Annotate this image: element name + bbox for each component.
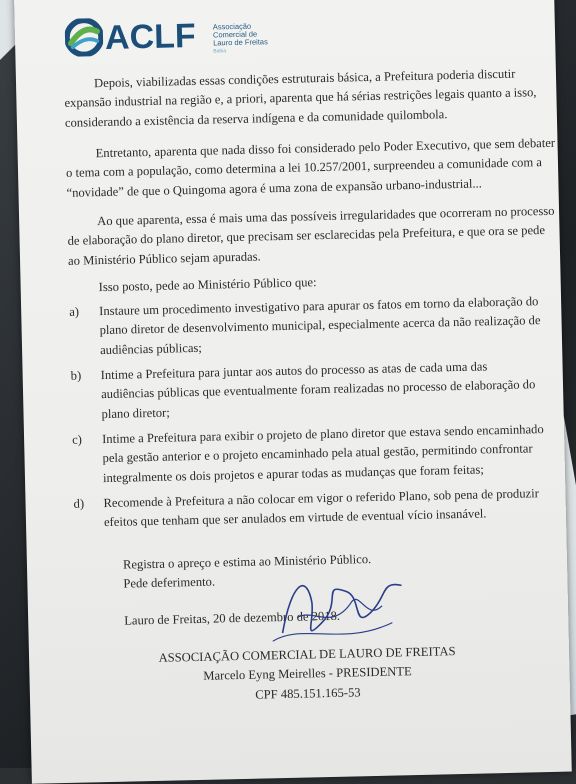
list-line: Recomende à Prefeitura a não colocar em vigor o referido Plano, sob pena de produzir xyxy=(103,486,539,511)
logo-abbreviation: ACLF xyxy=(104,16,197,57)
paragraph-line: expansão industrial na região e, a priori, aparenta que há sérias restrições legais quanto a isso, xyxy=(64,85,537,111)
closing-line: Pede deferimento. xyxy=(123,574,216,592)
paragraph-line: ao Ministério Público sejam apuradas. xyxy=(67,249,261,268)
paragraph-line: “novidade” de que o Quingoma agora é uma zona de expansão urbano-industrial... xyxy=(66,176,483,200)
logo-name-line: Comercial de xyxy=(212,29,258,40)
list-line: audiências públicas; xyxy=(99,340,202,357)
paragraph-line: o tema com a população, como determina a lei 10.257/2001, surpreendeu a comunidade com a xyxy=(65,155,543,181)
aclf-logo-icon xyxy=(65,18,104,57)
signatory-org: ASSOCIAÇÃO COMERCIAL DE LAURO DE FREITAS xyxy=(158,644,456,665)
request-item-a xyxy=(69,293,541,361)
list-marker: c) xyxy=(71,432,83,447)
list-marker: b) xyxy=(70,368,82,383)
letterhead xyxy=(64,9,325,63)
request-item-c xyxy=(71,421,544,489)
list-line: Intime a Prefeitura para exibir o projeto de plano diretor que estava sendo encaminhado xyxy=(101,422,544,447)
logo-name-line: Bahia xyxy=(213,48,227,55)
list-line: pela gestão anterior e o projeto encaminhado pela atual gestão, permitindo confrontar xyxy=(102,441,533,466)
paragraph-1 xyxy=(64,65,537,133)
paragraph-3 xyxy=(67,203,555,271)
logo-full-name xyxy=(213,22,294,56)
signatory-cpf: CPF 485.151.165-53 xyxy=(255,685,361,702)
paragraph-line: considerando a existência da reserva indígena e da comunidade quilombola. xyxy=(64,107,448,130)
list-line: efeitos que tenham que ser anulados em virtude de eventual vício insanável. xyxy=(103,506,487,530)
document-page xyxy=(14,0,572,784)
list-line: integralmente os dois projetos e apurar todas as mudanças que foram feitas; xyxy=(102,462,484,485)
paragraph-line: Ao que aparenta, essa é mais uma das possíveis irregularidades que ocorreram no processo xyxy=(97,203,555,229)
list-line: plano diretor de desenvolvimento municipal, especialmente acerca da não realização de xyxy=(99,313,541,338)
logo-name-line: Lauro de Freitas xyxy=(213,37,268,48)
place-date-line: Lauro de Freitas, 20 de dezembro de 2018. xyxy=(124,608,341,628)
request-item-b xyxy=(70,357,536,425)
logo-name-line: Associação xyxy=(212,21,252,32)
list-line: plano diretor; xyxy=(101,405,170,421)
handwritten-signature xyxy=(251,560,413,654)
list-line: Intime a Prefeitura para juntar aos autos do processo as atas de cada uma das xyxy=(100,359,488,383)
paragraph-line: Isso posto, pede ao Ministério Público que: xyxy=(98,275,317,295)
list-marker: a) xyxy=(69,304,80,319)
signatory-name-role: Marcelo Eyng Meirelles - PRESIDENTE xyxy=(203,664,412,684)
signatory-block xyxy=(147,642,468,707)
closing-line: Registra o apreço e estima ao Ministério Público. xyxy=(122,552,372,572)
request-item-d xyxy=(73,485,539,533)
paragraph-line: Depois, viabilizadas essas condições estruturais básica, a Prefeitura poderia discutir xyxy=(93,66,516,91)
list-line: audiências públicas que eventualmente foram realizadas no processo de elaboração do xyxy=(100,377,536,402)
paragraph-2 xyxy=(65,135,556,203)
list-line: Instaure um procedimento investigativo para apurar os fatos em torno da elaboração do xyxy=(99,294,539,319)
list-marker: d) xyxy=(73,496,85,511)
paragraph-line: Entretanto, aparenta que nada disso foi considerado pelo Poder Executivo, que sem debater xyxy=(95,135,556,161)
paragraph-line: de elaboração do plano diretor, que precisam ser esclarecidas pela Prefeitura, e que ora se pede xyxy=(67,223,546,249)
